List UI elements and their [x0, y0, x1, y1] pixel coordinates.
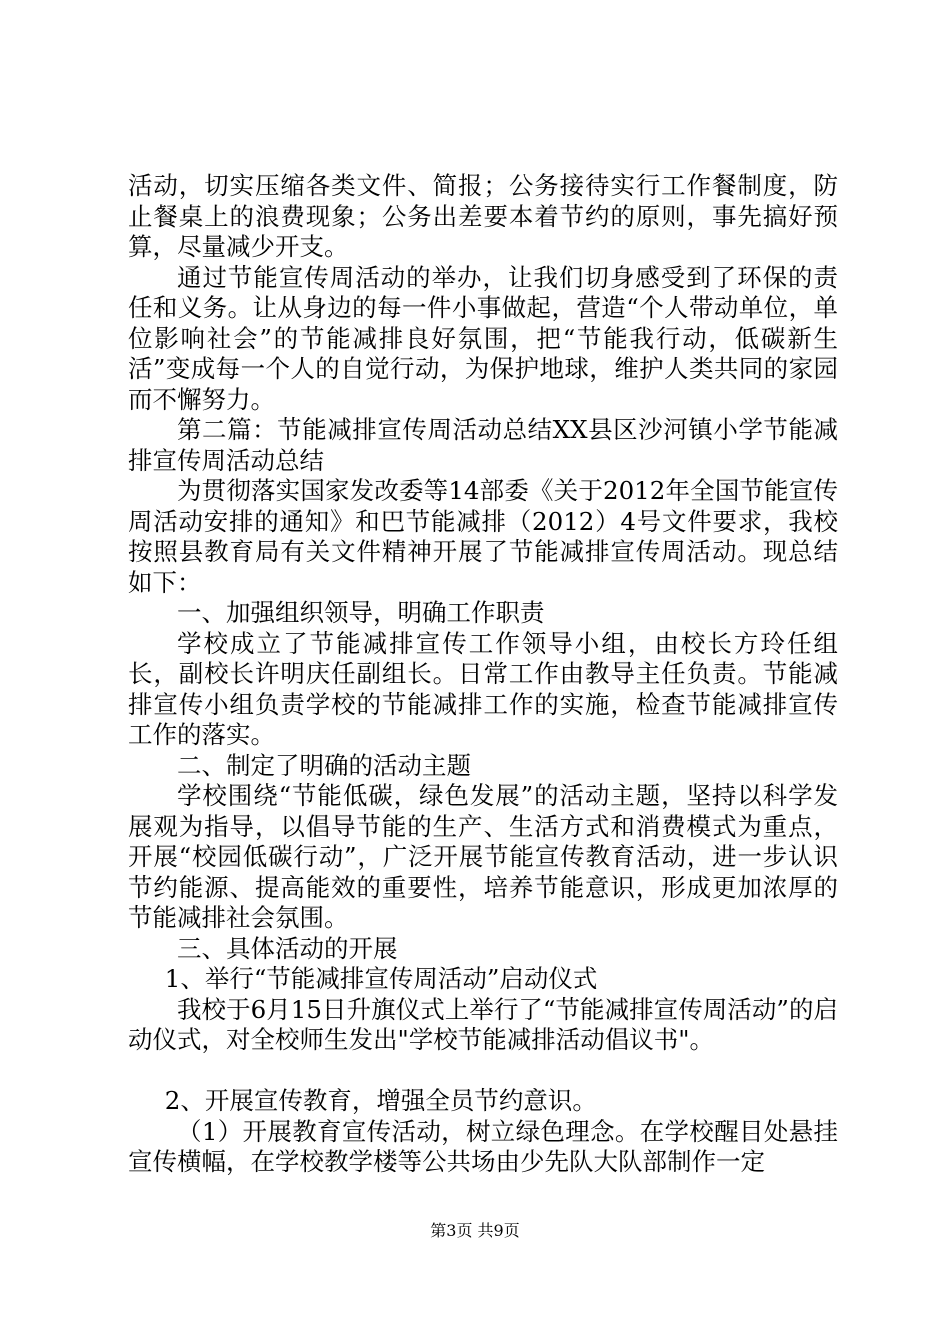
- heading-3: 三、具体活动的开展: [177, 933, 398, 963]
- section-title: 第二篇：节能减排宣传周活动总结XX县区沙河镇小学节能减排宣传周活动总结: [128, 415, 838, 475]
- document-body: [128, 171, 838, 1178]
- heading-1: 一、加强组织领导，明确工作职责: [177, 598, 545, 627]
- paragraph-intro: 为贯彻落实国家发改委等14部委《关于2012年全国节能宣传周活动安排的通知》和巴节能减排（2012）4号文件要求，我校按照县教育局有关文件精神开展了节能减排宣传周活动。现总结如下：: [128, 476, 838, 597]
- subheading-2: 2、开展宣传教育，增强全员节约意识。: [164, 1086, 597, 1115]
- paragraph-continuation: 活动，切实压缩各类文件、简报；公务接待实行工作餐制度，防止餐桌上的浪费现象；公务出差要本着节约的原则，事先搞好预算，尽量减少开支。: [128, 171, 838, 261]
- subheading-1: 1、举行“节能减排宣传周活动”启动仪式: [164, 964, 598, 993]
- page-number-footer: 第3页 共9页: [430, 1221, 520, 1240]
- paragraph-ceremony: 我校于6月15日升旗仪式上举行了“节能减排宣传周活动”的启动仪式，对全校师生发出"学校节能减排活动倡议书"。: [128, 994, 838, 1054]
- paragraph-theme: 学校围绕“节能低碳，绿色发展”的活动主题，坚持以科学发展观为指导，以倡导节能的生产、生活方式和消费模式为重点，开展“校园低碳行动”，广泛开展节能宣传教育活动，进一步认识节约能源、提高能效的重要性，培养节能意识，形成更加浓厚的节能减排社会氛围。: [128, 781, 838, 932]
- paragraph-conclusion: 通过节能宣传周活动的举办，让我们切身感受到了环保的责任和义务。让从身边的每一件小事做起，营造“个人带动单位，单位影响社会”的节能减排良好氛围，把“节能我行动，低碳新生活”变成每一个人的自觉行动，为保护地球，维护人类共同的家园而不懈努力。: [128, 262, 838, 414]
- paragraph-organization: 学校成立了节能减排宣传工作领导小组，由校长方玲任组长，副校长许明庆任副组长。日常工作由教导主任负责。节能减排宣传小组负责学校的节能减排工作的实施，检查节能减排宣传工作的落实。: [128, 628, 838, 749]
- heading-2: 二、制定了明确的活动主题: [177, 750, 471, 780]
- paragraph-education: （1）开展教育宣传活动，树立绿色理念。在学校醒目处悬挂宣传横幅，在学校教学楼等公共场由少先队大队部制作一定: [128, 1116, 838, 1176]
- blank-line: [128, 1056, 838, 1087]
